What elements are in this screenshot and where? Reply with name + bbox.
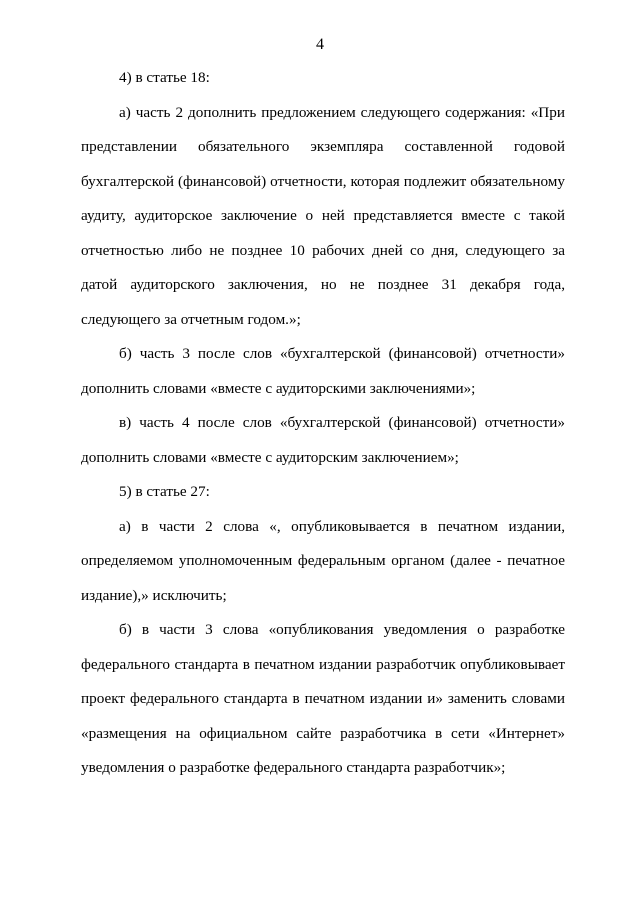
item-5b-paragraph: б) в части 3 слова «опубликования уведомления о разработке федерального стандарта в печатном издании разработчик опубликовывает проект федерального стандарта в печатном издании и» заменить словами «размещения на официальном сайте разработчика в сети «Интернет» уведомления о разработке федерального стандарта разработчик»; (81, 621, 565, 776)
item-4c-paragraph: в) часть 4 после слов «бухгалтерской (финансовой) отчетности» дополнить словами «вместе с аудиторским заключением»; (81, 414, 565, 466)
item-4-heading: 4) в статье 18: (119, 69, 210, 86)
item-5a-paragraph: а) в части 2 слова «, опубликовывается в печатном издании, определяемом уполномоченным федеральным органом (далее - печатное издание),» исключить; (81, 517, 565, 604)
item-4a-paragraph: а) часть 2 дополнить предложением следующего содержания: «При представлении обязательного экземпляра составленной годовой бухгалтерской (финансовой) отчетности, которая подлежит обязательному аудиту, аудиторское заключение о ней представляется вместе с такой отчетностью либо не позднее 10 рабочих дней со дня, следующего за датой аудиторского заключения, но не позднее 31 декабря года, следующего за отчетным годом.»; (81, 103, 565, 328)
document-body (81, 61, 565, 786)
page-number: 4 (316, 36, 324, 53)
item-4b-paragraph: б) часть 3 после слов «бухгалтерской (финансовой) отчетности» дополнить словами «вместе с аудиторскими заключениями»; (81, 345, 565, 397)
item-5-heading: 5) в статье 27: (119, 483, 210, 500)
